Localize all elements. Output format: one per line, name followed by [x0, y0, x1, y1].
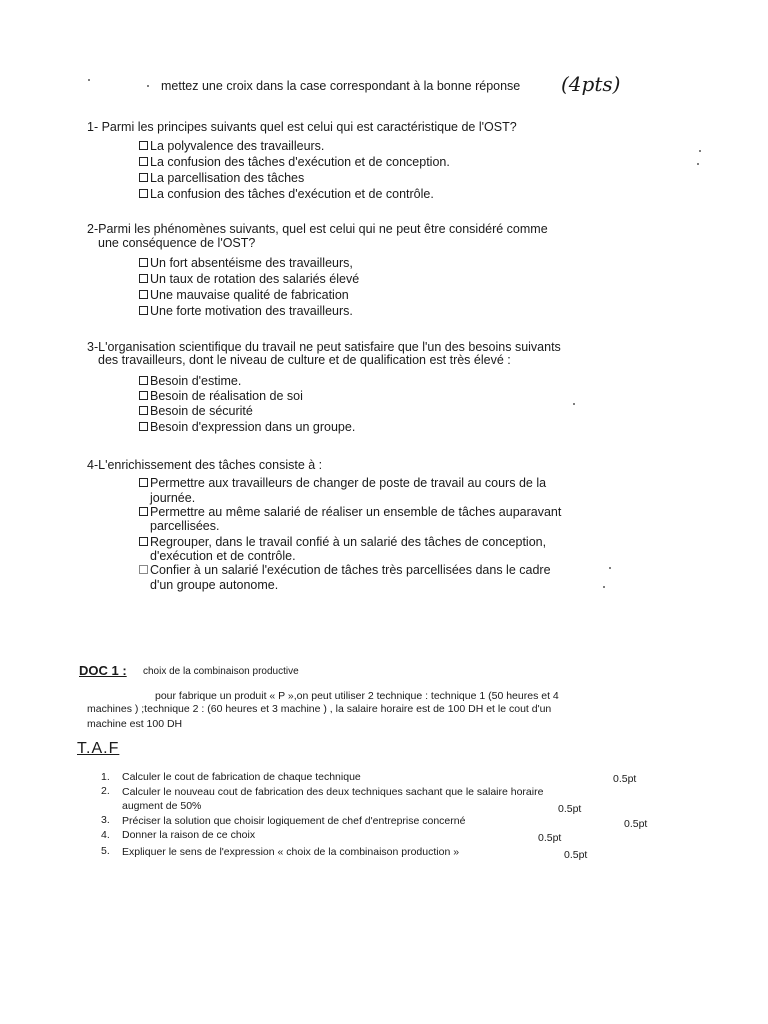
question-1: 1- Parmi les principes suivants quel est celui qui est caractéristique de l'OST?	[87, 120, 517, 134]
q2-option-3[interactable]: Une mauvaise qualité de fabrication	[139, 288, 349, 302]
taf-title: T.A.F	[77, 740, 120, 757]
scan-speck	[88, 79, 90, 81]
checkbox[interactable]	[139, 141, 148, 150]
checkbox[interactable]	[139, 565, 148, 574]
q4-option-3-cont: d'exécution et de contrôle.	[150, 549, 296, 563]
checkbox[interactable]	[139, 189, 148, 198]
taf-item-2-num: 2.	[101, 785, 110, 797]
q2-option-1[interactable]: Un fort absentéisme des travailleurs,	[139, 256, 353, 270]
taf-item-1-text: Calculer le cout de fabrication de chaque technique	[122, 771, 361, 783]
checkbox[interactable]	[139, 478, 148, 487]
q1-option-3[interactable]: La parcellisation des tâches	[139, 171, 304, 185]
taf-item-2-points: 0.5pt	[558, 803, 582, 815]
instruction-text: mettez une croix dans la case correspondant à la bonne réponse	[161, 79, 521, 93]
question-4: 4-L'enrichissement des tâches consiste à :	[87, 458, 323, 472]
checkbox[interactable]	[139, 290, 148, 299]
checkbox[interactable]	[139, 306, 148, 315]
q2-option-4[interactable]: Une forte motivation des travailleurs.	[139, 304, 353, 318]
taf-item-5-points: 0.5pt	[564, 849, 588, 861]
scan-speck	[609, 567, 611, 569]
score-annotation: (4pts)	[561, 72, 621, 96]
q3-option-1[interactable]: Besoin d'estime.	[139, 374, 241, 388]
question-3-cont: des travailleurs, dont le niveau de culture et de qualification est très élevé :	[98, 353, 511, 367]
taf-item-4-text: Donner la raison de ce choix	[122, 829, 256, 841]
taf-item-4-points: 0.5pt	[538, 832, 562, 844]
q4-option-2-cont: parcellisées.	[150, 519, 220, 533]
taf-item-1-num: 1.	[101, 771, 110, 783]
checkbox[interactable]	[139, 258, 148, 267]
q1-option-1[interactable]: La polyvalence des travailleurs.	[139, 139, 324, 153]
taf-item-2-text: Calculer le nouveau cout de fabrication des deux techniques sachant que le salaire horaire	[122, 786, 544, 798]
taf-item-5-text: Expliquer le sens de l'expression « choix de la combinaison production »	[122, 846, 460, 858]
checkbox[interactable]	[139, 537, 148, 546]
scan-speck	[699, 150, 701, 152]
doc-subtitle: choix de la combinaison productive	[143, 666, 299, 677]
doc-title: DOC 1 :	[79, 663, 127, 678]
scan-speck	[147, 85, 149, 87]
q4-option-2[interactable]: Permettre au même salarié de réaliser un ensemble de tâches auparavant	[139, 505, 561, 519]
checkbox[interactable]	[139, 173, 148, 182]
q1-option-2[interactable]: La confusion des tâches d'exécution et de conception.	[139, 155, 450, 169]
taf-item-1-points: 0.5pt	[613, 773, 637, 785]
taf-item-2-text-cont: augment de 50%	[122, 800, 202, 812]
scan-speck	[697, 163, 699, 165]
q4-option-4[interactable]: Confier à un salarié l'exécution de tâches très parcellisées dans le cadre	[139, 563, 551, 577]
taf-item-5-num: 5.	[101, 845, 110, 857]
taf-item-3-num: 3.	[101, 814, 110, 826]
checkbox[interactable]	[139, 157, 148, 166]
doc-body-line-3: machine est 100 DH	[87, 718, 183, 730]
scan-speck	[603, 586, 605, 588]
q2-option-2[interactable]: Un taux de rotation des salariés élevé	[139, 272, 359, 286]
scan-speck	[573, 403, 575, 405]
checkbox[interactable]	[139, 406, 148, 415]
question-2-cont: une conséquence de l'OST?	[98, 236, 256, 250]
q4-option-4-cont: d'un groupe autonome.	[150, 578, 279, 592]
taf-item-4-num: 4.	[101, 829, 110, 841]
checkbox[interactable]	[139, 422, 148, 431]
taf-item-3-text: Préciser la solution que choisir logiquement de chef d'entreprise concerné	[122, 815, 466, 827]
checkbox[interactable]	[139, 391, 148, 400]
q4-option-1-cont: journée.	[150, 491, 196, 505]
q1-option-4[interactable]: La confusion des tâches d'exécution et de contrôle.	[139, 187, 434, 201]
checkbox[interactable]	[139, 507, 148, 516]
q3-option-3[interactable]: Besoin de sécurité	[139, 404, 253, 418]
q4-option-1[interactable]: Permettre aux travailleurs de changer de poste de travail au cours de la	[139, 476, 546, 490]
taf-item-3-points: 0.5pt	[624, 818, 648, 830]
doc-body-line-1: pour fabrique un produit « P »,on peut utiliser 2 technique : technique 1 (50 heures et 4	[155, 690, 559, 702]
checkbox[interactable]	[139, 274, 148, 283]
checkbox[interactable]	[139, 376, 148, 385]
q3-option-2[interactable]: Besoin de réalisation de soi	[139, 389, 303, 403]
q3-option-4[interactable]: Besoin d'expression dans un groupe.	[139, 420, 355, 434]
question-3: 3-L'organisation scientifique du travail ne peut satisfaire que l'un des besoins suivants	[87, 340, 561, 354]
q4-option-3[interactable]: Regrouper, dans le travail confié à un salarié des tâches de conception,	[139, 535, 546, 549]
doc-body-line-2: machines ) ;technique 2 : (60 heures et 3 machine ) , la salaire horaire est de 100 DH et le cout d'un	[87, 703, 552, 715]
question-2: 2-Parmi les phénomènes suivants, quel est celui qui ne peut être considéré comme	[87, 222, 548, 236]
